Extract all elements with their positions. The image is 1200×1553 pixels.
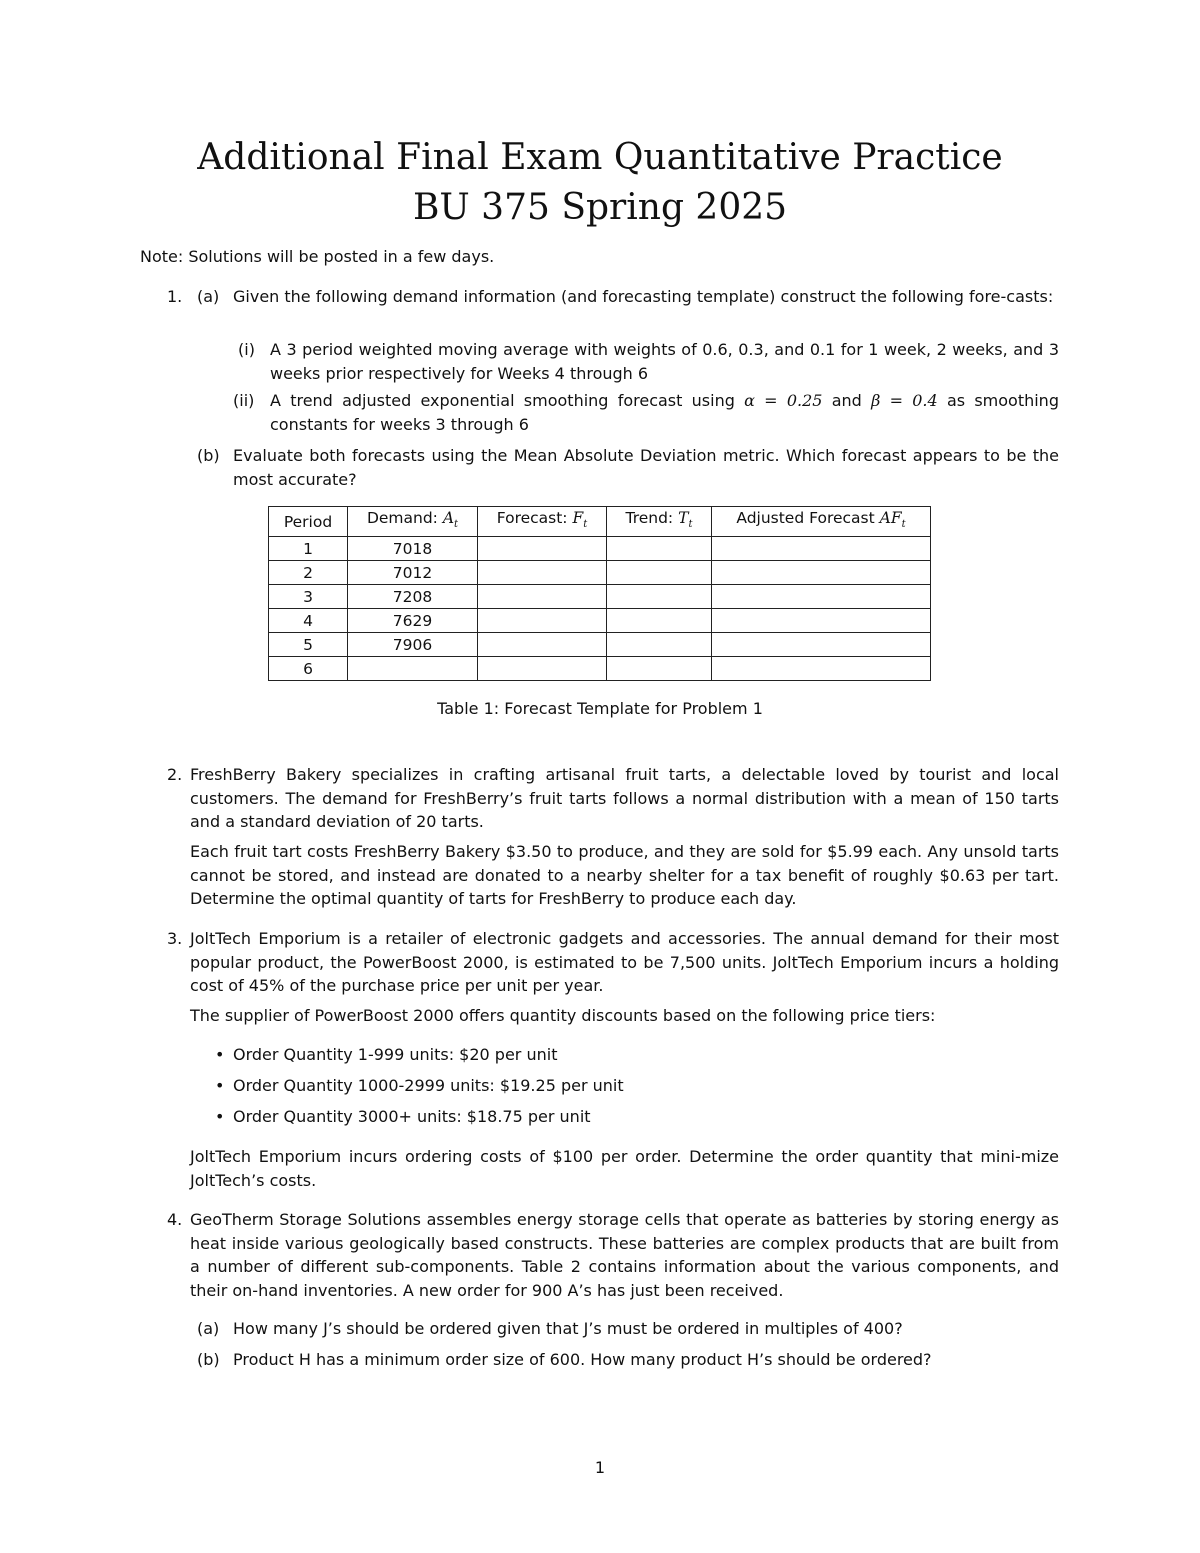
table-cell: 7012 [348,561,478,585]
table-row [269,537,931,561]
q1a-text: Given the following demand information (and forecasting template) construct the following fore-casts: [233,287,1054,306]
table-cell: 4 [269,609,348,633]
header-adjusted-forecast: Adjusted Forecast $AF_t$ [712,507,931,537]
bullet-icon: • [215,1107,225,1126]
document-title: Additional Final Exam Quantitative Practice [197,137,1003,178]
table-caption: Table 1: Forecast Template for Problem 1 [437,699,763,718]
table-cell [712,537,931,561]
q1ii-text-part2: as smoothing constants for weeks 3 through 6 [270,391,1059,434]
table-cell [607,537,712,561]
table-cell [478,633,607,657]
q3-paragraph-2: The supplier of PowerBoost 2000 offers quantity discounts based on the following price tiers: [190,1006,936,1025]
table-cell [478,657,607,681]
price-tier-list [215,1043,624,1136]
table-cell [348,657,478,681]
table-cell [607,657,712,681]
q1i-text: A 3 period weighted moving average with weights of 0.6, 0.3, and 0.1 for 1 week, 2 weeks, and 3 weeks prior respectively for Weeks 4 through 6 [270,340,1059,383]
table-cell [712,633,931,657]
q3-paragraph-3: JoltTech Emporium incurs ordering costs of $100 per order. Determine the order quantity that mini-mize JoltTech’s costs. [190,1147,1059,1190]
table-cell [607,561,712,585]
list-item: • Order Quantity 1-999 units: $20 per unit [215,1043,624,1074]
table-cell: 7906 [348,633,478,657]
table-cell [712,585,931,609]
q4a-text: How many J’s should be ordered given that J’s must be ordered in multiples of 400? [233,1319,903,1338]
q4b-text: Product H has a minimum order size of 600. How many product H’s should be ordered? [233,1350,932,1369]
table-cell [712,609,931,633]
q1i-label: (i) [238,340,255,359]
table-cell [478,561,607,585]
q1-number: 1. [167,287,183,306]
table-row [269,609,931,633]
header-period: Period [269,507,348,537]
table-cell [607,609,712,633]
q1ii-label: (ii) [233,391,255,410]
table-row [269,657,931,681]
table-cell: 6 [269,657,348,681]
header-trend: Trend: $T_t$ [607,507,712,537]
document-subtitle: BU 375 Spring 2025 [412,187,788,228]
q4a-label: (a) [197,1319,220,1338]
list-item: • Order Quantity 1000-2999 units: $19.25 per unit [215,1074,624,1105]
table-row [269,633,931,657]
table-cell: 7208 [348,585,478,609]
q1ii-and: and [831,391,862,410]
header-forecast: Forecast: $F_t$ [478,507,607,537]
q2-paragraph-1: FreshBerry Bakery specializes in crafting artisanal fruit tarts, a delectable loved by tourist and local customers. The demand for FreshBerry’s fruit tarts follows a normal distribution with a mean of 150 tarts and a standard deviation of 20 tarts. [190,765,1059,831]
q2-number: 2. [167,765,183,784]
q1ii-text-part1: A trend adjusted exponential smoothing forecast using [270,391,735,410]
table-cell [712,561,931,585]
q1b-text: Evaluate both forecasts using the Mean Absolute Deviation metric. Which forecast appears to be the most accurate? [233,446,1059,489]
page-number: 1 [594,1458,606,1477]
bullet-icon: • [215,1045,225,1064]
table-cell: 7018 [348,537,478,561]
table-cell [478,585,607,609]
q4b-label: (b) [197,1350,220,1369]
table-cell [607,585,712,609]
table-cell: 2 [269,561,348,585]
q1a-label: (a) [197,287,220,306]
list-item: • Order Quantity 3000+ units: $18.75 per unit [215,1105,624,1136]
table-cell: 3 [269,585,348,609]
q2-paragraph-2: Each fruit tart costs FreshBerry Bakery $3.50 to produce, and they are sold for $5.99 each. Any unsold tarts cannot be stored, and instead are donated to a nearby shelter for a tax benefit of roughly $0.63 per tart. Determine the optimal quantity of tarts for FreshBerry to produce each day. [190,842,1059,908]
q1b-label: (b) [197,446,220,465]
table-cell [478,537,607,561]
forecast-template-table [268,506,931,681]
q3-paragraph-1: JoltTech Emporium is a retailer of electronic gadgets and accessories. The annual demand for their most popular product, the PowerBoost 2000, is estimated to be 7,500 units. JoltTech Emporium incurs a holding cost of 45% of the purchase price per unit per year. [190,929,1059,995]
table-cell: 1 [269,537,348,561]
q3-number: 3. [167,929,183,948]
table-cell: 7629 [348,609,478,633]
table-row [269,561,931,585]
q4-paragraph-1: GeoTherm Storage Solutions assembles energy storage cells that operate as batteries by storing energy as heat inside various geologically based constructs. These batteries are complex products that are built from a number of different sub-components. Table 2 contains information about the various components, and their on-hand inventories. A new order for 900 A’s has just been received. [190,1210,1059,1300]
table-cell [607,633,712,657]
note-text: Note: Solutions will be posted in a few days. [140,247,495,266]
q1ii-text [270,389,1059,436]
table-cell: 5 [269,633,348,657]
bullet-icon: • [215,1076,225,1095]
table-cell [478,609,607,633]
table-header-row [269,507,931,537]
beta-value: β = 0.4 [871,391,938,410]
table-row [269,585,931,609]
table-cell [712,657,931,681]
alpha-value: α = 0.25 [744,391,823,410]
header-demand: Demand: $A_t$ [348,507,478,537]
q4-number: 4. [167,1210,183,1229]
